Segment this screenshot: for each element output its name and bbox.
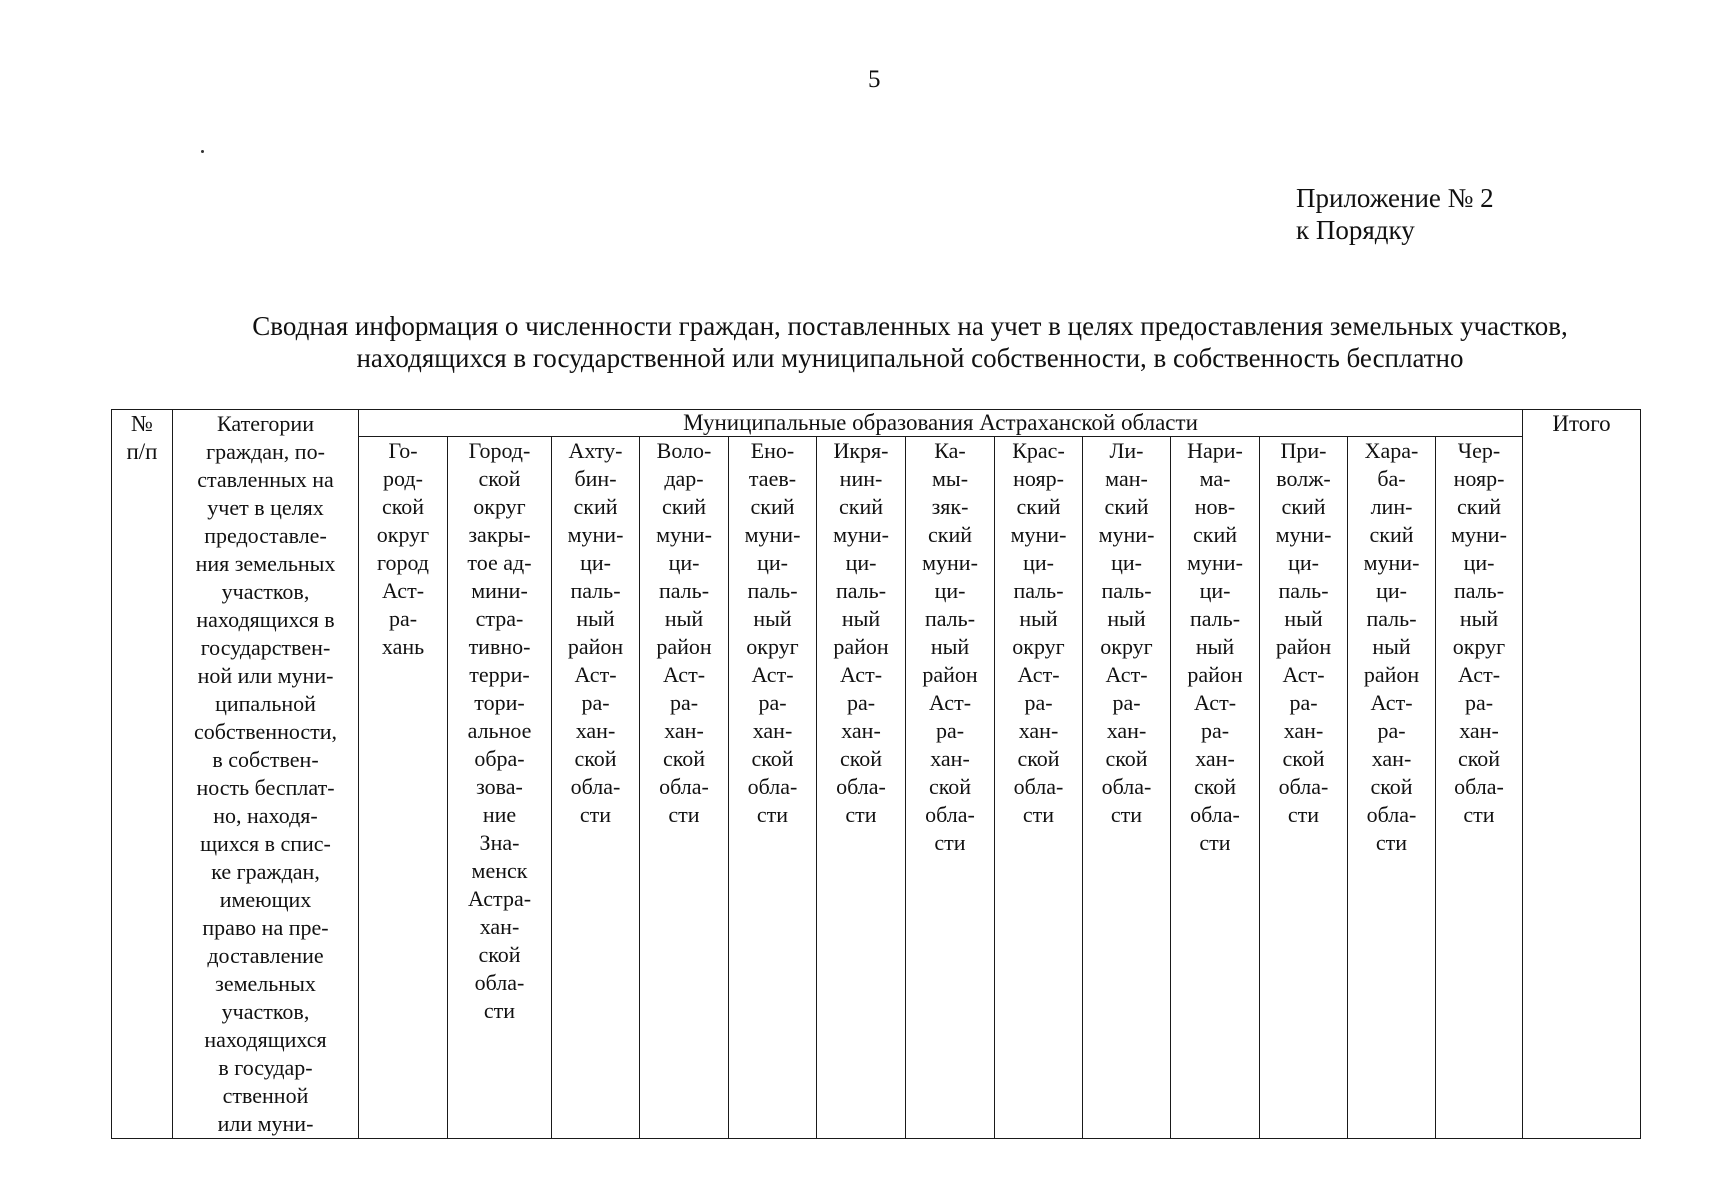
- scan-dot: [201, 150, 204, 153]
- municipality-header: Ахту- бин- ский муни- ци- паль- ный район Аст- ра- хан- ской обла- сти: [552, 437, 640, 1139]
- municipality-header: Крас- нояр- ский муни- ци- паль- ный округ Аст- ра- хан- ской обла- сти: [995, 437, 1083, 1139]
- municipality-header: Хара- ба- лин- ский муни- ци- паль- ный район Аст- ра- хан- ской обла- сти: [1348, 437, 1436, 1139]
- municipality-header: Чер- нояр- ский муни- ци- паль- ный округ Аст- ра- хан- ской обла- сти: [1436, 437, 1523, 1139]
- municipality-header: Икря- нин- ский муни- ци- паль- ный район Аст- ра- хан- ской обла- сти: [817, 437, 906, 1139]
- municipality-header: Город- ской округ закры- тое ад- мини- стра- тивно- терри- тори- альное обра- зова- ние Зна- менск Астра- хан- ской обла- сти: [448, 437, 552, 1139]
- municipality-header: Воло- дар- ский муни- ци- паль- ный район Аст- ра- хан- ской обла- сти: [640, 437, 729, 1139]
- title-line-2: находящихся в государственной или муниципальной собственности, в собственность бесплатно: [356, 343, 1464, 373]
- municipality-header: Ка- мы- зяк- ский муни- ци- паль- ный район Аст- ра- хан- ской обла- сти: [906, 437, 995, 1139]
- municipality-header: Нари- ма- нов- ский муни- ци- паль- ный район Аст- ра- хан- ской обла- сти: [1171, 437, 1260, 1139]
- summary-table: [111, 409, 1641, 1139]
- document-title: [180, 310, 1640, 374]
- header-row-1: [112, 410, 1641, 437]
- municipality-header: При- волж- ский муни- ци- паль- ный район Аст- ра- хан- ской обла- сти: [1260, 437, 1348, 1139]
- column-total-header: Итого: [1523, 410, 1641, 1139]
- column-category-header: Категории граждан, по- ставленных на учет в целях предоставле- ния земельных участков, находящихся в государствен- ной или муни- ципальной собственности, в собствен- ность бесплат- но, находя- щихся в спис- ке граждан, имеющих право на пре- доставление земельных участков, находящихся в государ- ственной или муни-: [173, 410, 359, 1139]
- title-line-1: Сводная информация о численности граждан, поставленных на учет в целях предоставления земельных участков,: [252, 311, 1568, 341]
- appendix-line-2: к Порядку: [1296, 215, 1415, 245]
- municipality-header: Ено- таев- ский муни- ци- паль- ный округ Аст- ра- хан- ской обла- сти: [729, 437, 817, 1139]
- column-number-header: № п/п: [112, 410, 173, 1139]
- municipalities-group-header: Муниципальные образования Астраханской области: [359, 410, 1523, 437]
- appendix-reference: [1296, 182, 1494, 246]
- appendix-line-1: Приложение № 2: [1296, 183, 1494, 213]
- municipality-header: Ли- ман- ский муни- ци- паль- ный округ Аст- ра- хан- ской обла- сти: [1083, 437, 1171, 1139]
- municipality-header: Го- род- ской округ город Аст- ра- хань: [359, 437, 448, 1139]
- page-number: 5: [868, 66, 881, 93]
